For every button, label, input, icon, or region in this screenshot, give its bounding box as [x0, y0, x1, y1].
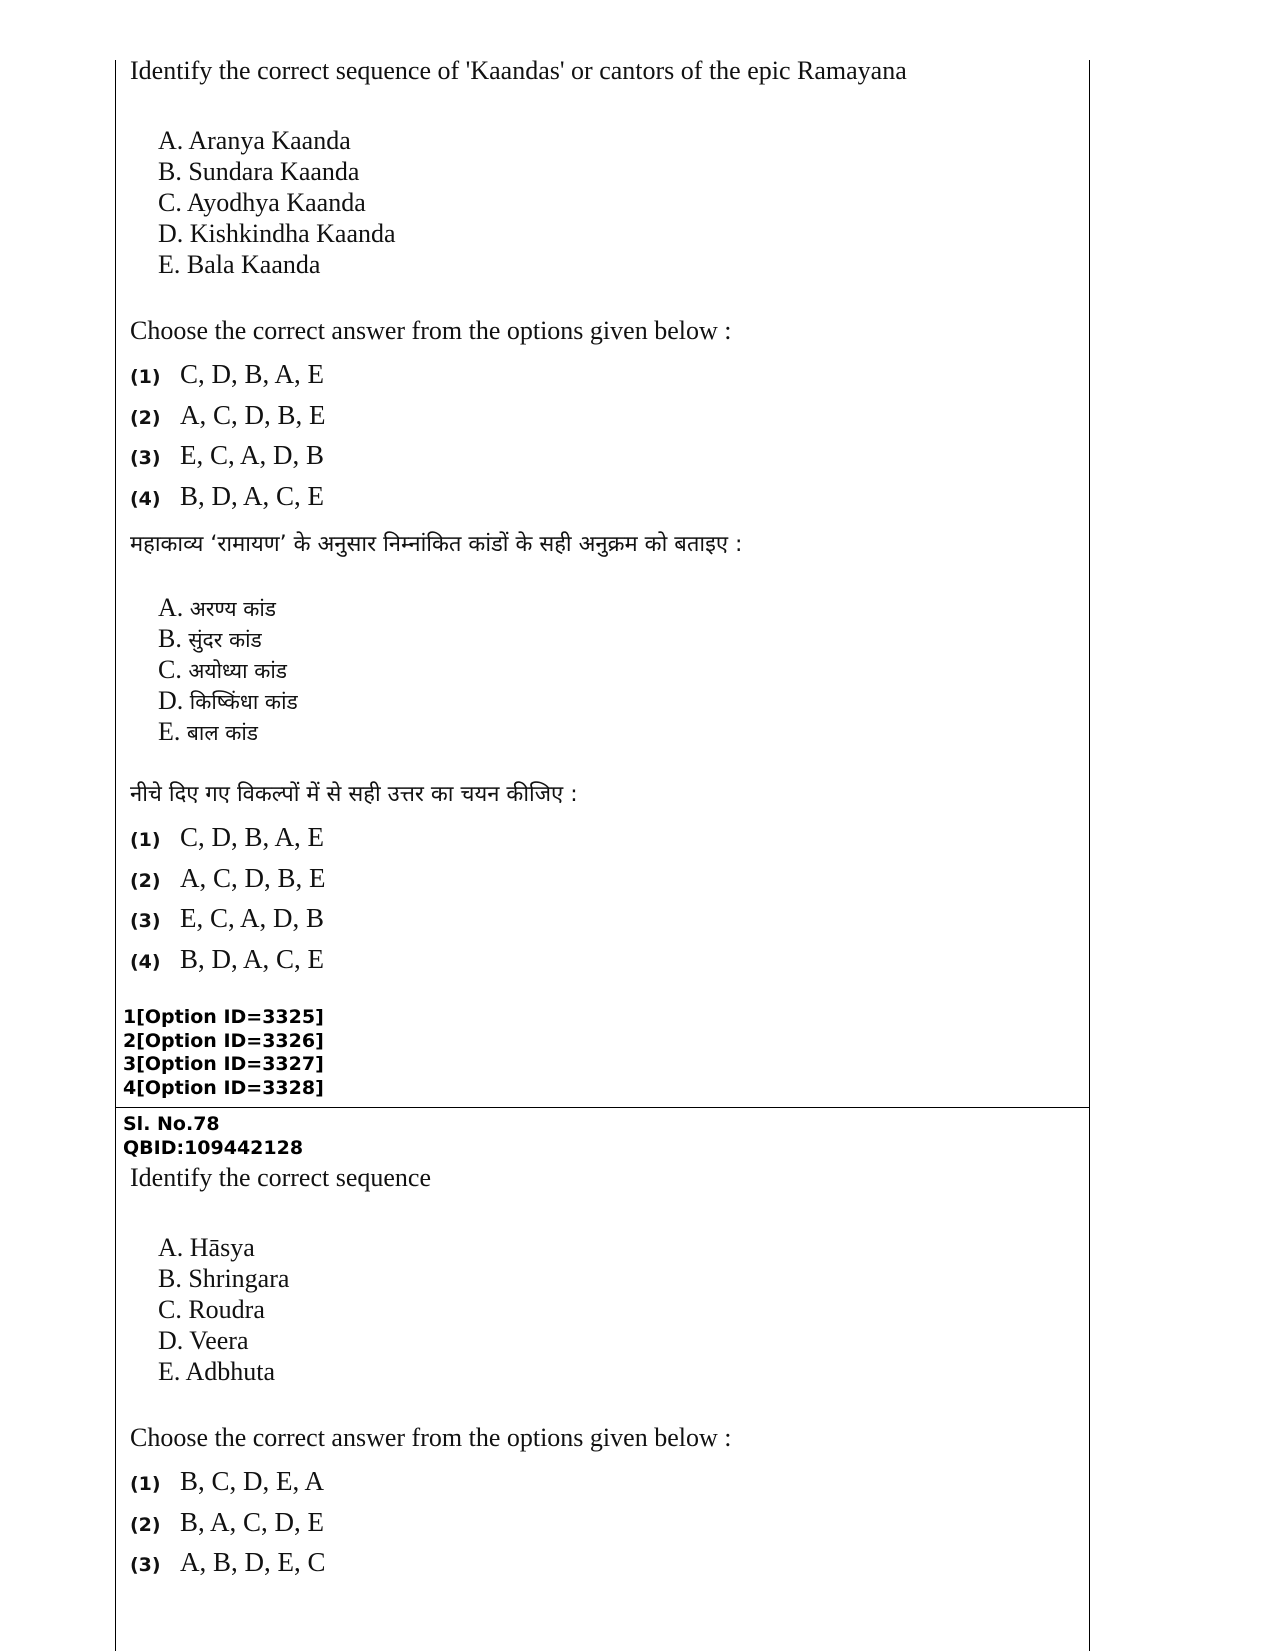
question-meta — [123, 1113, 303, 1160]
answer-option[interactable] — [130, 354, 326, 395]
answer-option[interactable] — [130, 395, 326, 436]
list-item: B. Sundara Kaanda — [158, 157, 360, 186]
list-item: A. Aranya Kaanda — [158, 126, 351, 155]
list-item — [158, 654, 298, 685]
option-text: E, C, A, D, B — [180, 903, 325, 933]
list-item — [158, 685, 298, 716]
item-letter: C. — [158, 655, 182, 684]
item-letter: D. — [158, 686, 184, 715]
item-letter: B. — [158, 624, 182, 653]
answer-option[interactable] — [130, 858, 326, 899]
option-number: (1) — [130, 1473, 161, 1495]
option-id: 3[Option ID=3327] — [123, 1053, 324, 1075]
item-text: बाल कांड — [186, 721, 259, 745]
list-item: C. Roudra — [158, 1295, 265, 1324]
list-item: E. Bala Kaanda — [158, 250, 321, 279]
list-item — [158, 592, 298, 623]
answer-options-hi — [130, 817, 326, 979]
option-number: (3) — [130, 910, 161, 932]
answer-option[interactable] — [130, 1542, 326, 1583]
serial-number: Sl. No.78 — [123, 1113, 220, 1135]
option-number: (1) — [130, 366, 161, 388]
list-item: B. Shringara — [158, 1264, 290, 1293]
choose-instruction-en: Choose the correct answer from the options given below : — [130, 316, 732, 345]
option-id: 4[Option ID=3328] — [123, 1076, 324, 1099]
answer-option[interactable] — [130, 898, 326, 939]
page-frame-left — [115, 60, 116, 1651]
item-text: सुंदर कांड — [188, 628, 262, 652]
option-text: B, A, C, D, E — [180, 1506, 325, 1537]
item-text: अरण्य कांड — [189, 597, 277, 621]
item-text: अयोध्या कांड — [188, 659, 287, 683]
item-list-hi — [158, 592, 298, 747]
item-list-en — [158, 1232, 289, 1387]
list-item: E. Adbhuta — [158, 1357, 275, 1386]
answer-option[interactable] — [130, 1461, 326, 1502]
item-letter: E. — [158, 717, 181, 746]
question-text-en: Identify the correct sequence of 'Kaandas' or cantors of the epic Ramayana — [130, 56, 907, 85]
item-letter: A. — [158, 593, 184, 622]
qbid: QBID:109442128 — [123, 1136, 304, 1159]
option-text: A, C, D, B, E — [180, 862, 326, 893]
list-item: D. Kishkindha Kaanda — [158, 219, 396, 248]
question-text-en: Identify the correct sequence — [130, 1163, 432, 1192]
option-id-list — [123, 1006, 324, 1100]
option-text: C, D, B, A, E — [180, 822, 325, 852]
item-list-en — [158, 125, 396, 280]
answer-options-en — [130, 354, 326, 516]
answer-option[interactable] — [130, 1502, 326, 1543]
item-text: किष्किंधा कांड — [189, 690, 298, 714]
answer-options-en — [130, 1461, 326, 1583]
answer-option[interactable] — [130, 817, 326, 858]
answer-option[interactable] — [130, 476, 326, 517]
page-frame-right — [1089, 60, 1090, 1651]
option-text: A, C, D, B, E — [180, 399, 326, 430]
option-number: (2) — [130, 406, 161, 429]
option-number: (3) — [130, 447, 161, 469]
option-text: A, B, D, E, C — [180, 1547, 326, 1577]
option-text: B, D, A, C, E — [180, 480, 325, 511]
option-number: (2) — [130, 1513, 161, 1536]
list-item: D. Veera — [158, 1326, 249, 1355]
option-number: (4) — [130, 950, 161, 973]
option-id: 1[Option ID=3325] — [123, 1006, 324, 1028]
list-item — [158, 716, 298, 747]
option-text: E, C, A, D, B — [180, 440, 325, 470]
option-number: (3) — [130, 1554, 161, 1576]
option-text: C, D, B, A, E — [180, 359, 325, 389]
question-divider — [115, 1107, 1090, 1108]
list-item: C. Ayodhya Kaanda — [158, 188, 366, 217]
option-number: (2) — [130, 869, 161, 892]
option-id: 2[Option ID=3326] — [123, 1029, 324, 1052]
option-number: (4) — [130, 487, 161, 510]
answer-option[interactable] — [130, 939, 326, 980]
list-item: A. Hāsya — [158, 1233, 255, 1262]
list-item — [158, 623, 298, 654]
option-text: B, D, A, C, E — [180, 943, 325, 974]
option-text: B, C, D, E, A — [180, 1466, 325, 1496]
choose-instruction-en: Choose the correct answer from the options given below : — [130, 1423, 732, 1452]
question-text-hi: महाकाव्य ‘रामायण’ के अनुसार निम्नांकित कांडों के सही अनुक्रम को बताइए : — [130, 532, 743, 557]
answer-option[interactable] — [130, 435, 326, 476]
option-number: (1) — [130, 829, 161, 851]
choose-instruction-hi: नीचे दिए गए विकल्पों में से सही उत्तर का चयन कीजिए : — [130, 782, 578, 807]
